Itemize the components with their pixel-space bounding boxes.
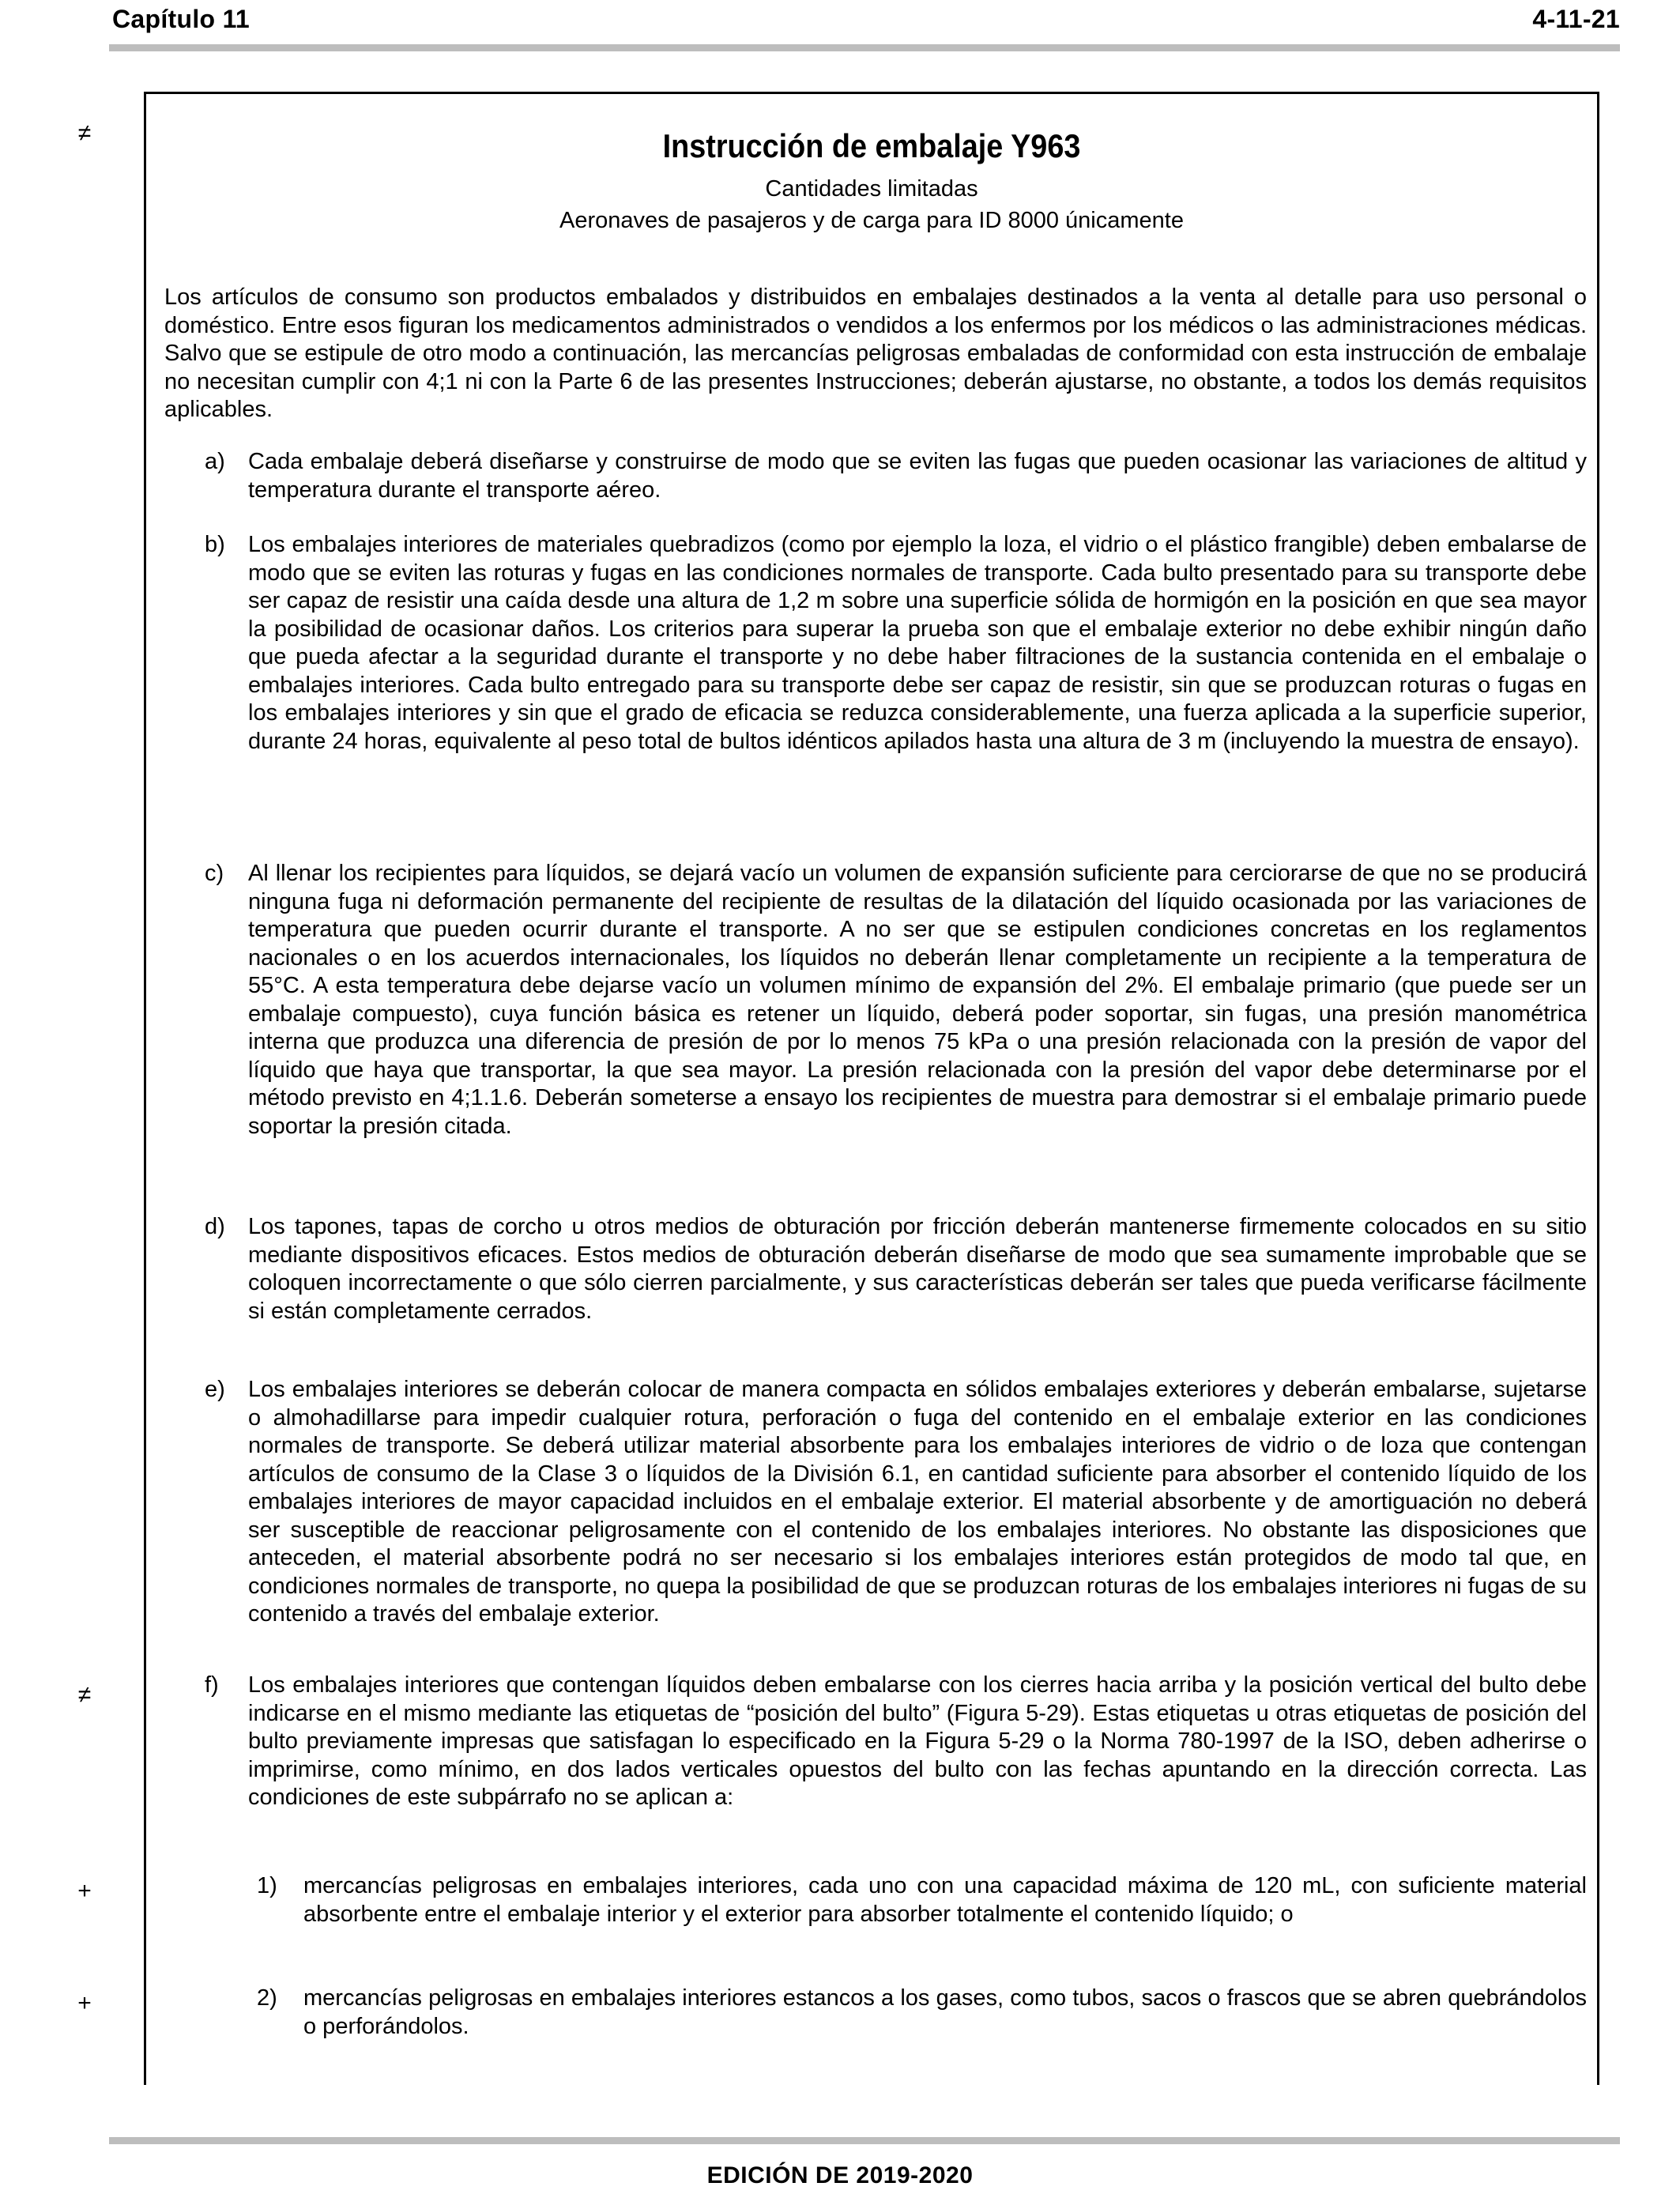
instruction-title: Instrucción de embalaje Y963	[662, 127, 1081, 164]
item-label: c)	[205, 861, 224, 886]
subitem-text: mercancías peligrosas en embalajes interiores, cada uno con una capacidad máxima de 120 mL, con suficiente material absorbente entre el embalaje interior y el exterior para absorber totalmente el contenido líquido; o	[303, 1873, 1587, 1927]
item-text: Los tapones, tapas de corcho u otros medios de obturación por fricción deberán mantenerse firmemente colocados en su sitio mediante dispositivos eficaces. Estos medios de obturación deberán diseñarse de modo que sea sumamente improbable que se coloquen incorrectamente o que sólo cierren parcialmente, y sus características deberán ser tales que pueda verificarse fácilmente si están completamente cerrados.	[248, 1214, 1587, 1324]
sub-list-item	[257, 1985, 1587, 2041]
item-text: Cada embalaje deberá diseñarse y construirse de modo que se eviten las fugas que pueden ocasionar las variaciones de altitud y temperatura durante el transporte aéreo.	[248, 449, 1587, 503]
item-text: Al llenar los recipientes para líquidos, se dejará vacío un volumen de expansión suficiente para cerciorarse de que no se producirá ninguna fuga ni deformación permanente del recipiente de resultas de la dilatación del líquido ocasionada por las variaciones de temperatura que pueden ocurrir durante el transporte. A no ser que se estipulen condiciones concretas en los reglamentos nacionales o en los acuerdos internacionales, los líquidos no deberán llenar completamente un recipiente a la temperatura de 55°C. A esta temperatura debe dejarse vacío un volumen mínimo de expansión del 2%. El embalaje primario (que puede ser un embalaje compuesto), cuya función básica es retener un líquido, deberá poder soportar, sin fugas, una presión manométrica interna que produzca una diferencia de presión de por lo menos 75 kPa o una presión relacionada con la presión de vapor del líquido que haya que transportar, la que sea mayor. La presión relacionada con la presión del vapor debe determinarse por el método previsto en 4;1.1.6. Deberán someterse a ensayo los recipientes de muestra para demostrar si el embalaje primario puede soportar la presión citada.	[248, 861, 1587, 1139]
list-item	[205, 1672, 1587, 1812]
item-label: e)	[205, 1377, 225, 1402]
page-reference: 4-11-21	[1532, 5, 1620, 33]
instruction-subtitle: Cantidades limitadas	[765, 176, 978, 202]
item-label: b)	[205, 532, 225, 557]
addition-mark: +	[77, 1990, 92, 2016]
intro-paragraph: Los artículos de consumo son productos embalados y distribuidos en embalajes destinados a la venta al detalle para uso personal o doméstico. Entre esos figuran los medicamentos administrados o vendidos a los enfermos por los médicos o las administraciones médicas. Salvo que se estipule de otro modo a continuación, las mercancías peligrosas embaladas de conformidad con esta instrucción de embalaje no necesitan cumplir con 4;1 ni con la Parte 6 de las presentes Instrucciones; deberán ajustarse, no obstante, a todos los demás requisitos aplicables.	[164, 285, 1587, 422]
header-rule	[109, 44, 1620, 51]
edition-footer: EDICIÓN DE 2019-2020	[706, 2162, 974, 2188]
item-text: Los embalajes interiores de materiales quebradizos (como por ejemplo la loza, el vidrio o el plástico frangible) deben embalarse de modo que se eviten las roturas y fugas en las condiciones normales de transporte. Cada bulto presentado para su transporte debe ser capaz de resistir una caída desde una altura de 1,2 m sobre una superficie sólida de hormigón en la posición en que sea mayor la posibilidad de ocasionar daños. Los criterios para superar la prueba son que el embalaje exterior no debe exhibir ningún daño que pueda afectar a la seguridad durante el transporte y no debe haber filtraciones de la sustancia contenida en el embalaje o embalajes interiores. Cada bulto entregado para su transporte debe ser capaz de resistir, sin que se produzcan roturas o fugas en los embalajes interiores y sin que el grado de eficacia se reduzca considerablemente, una fuerza aplicada a la superficie superior, durante 24 horas, equivalente al peso total de bultos idénticos apilados hasta una altura de 3 m (incluyendo la muestra de ensayo).	[248, 532, 1587, 754]
subitem-label: 2)	[257, 1985, 277, 2011]
list-item	[205, 1376, 1587, 1629]
list-item	[205, 1213, 1587, 1325]
item-text: Los embalajes interiores que contengan líquidos deben embalarse con los cierres hacia arriba y la posición vertical del bulto debe indicarse en el mismo mediante las etiquetas de “posición del bulto” (Figura 5-29). Estas etiquetas u otras etiquetas de posición del bulto previamente impresas que satisfagan lo especificado en la Figura 5-29 o la Norma 780-1997 de la ISO, deben adherirse o imprimirse, como mínimo, en dos lados verticales opuestos del bulto con las fechas apuntando en la dirección correcta. Las condiciones de este subpárrafo no se aplican a:	[248, 1672, 1587, 1810]
item-text: Los embalajes interiores se deberán colocar de manera compacta en sólidos embalajes exteriores y deberán embalarse, sujetarse o almohadillarse para impedir cualquier rotura, perforación o fuga del contenido en el embalaje exterior en las condiciones normales de transporte. Se deberá utilizar material absorbente para los embalajes interiores de vidrio o de loza que contengan artículos de consumo de la Clase 3 o líquidos de la División 6.1, en cantidad suficiente para absorber el contenido líquido de los embalajes interiores de mayor capacidad incluidos en el embalaje exterior. El material absorbente y de amortiguación no deberá ser susceptible de reaccionar peligrosamente con el contenido de los embalajes interiores. No obstante las disposiciones que anteceden, el material absorbente podrá no ser necesario si los embalajes interiores están protegidos de modo tal que, en condiciones normales de transporte, no quepa la posibilidad de que se produzcan roturas de los embalajes interiores ni fugas de su contenido a través del embalaje exterior.	[248, 1377, 1587, 1627]
subitem-label: 1)	[257, 1873, 277, 1898]
sub-list-item	[257, 1872, 1587, 1928]
list-item	[205, 860, 1587, 1140]
item-label: d)	[205, 1214, 225, 1239]
item-label: a)	[205, 449, 225, 474]
item-label: f)	[205, 1672, 219, 1698]
change-mark: ≠	[77, 120, 92, 146]
chapter-heading: Capítulo 11	[112, 5, 250, 33]
instruction-scope: Aeronaves de pasajeros y de carga para ID 8000 únicamente	[559, 208, 1184, 233]
instruction-box	[144, 92, 1599, 2085]
footer-rule	[109, 2137, 1620, 2144]
change-mark: ≠	[77, 1682, 92, 1708]
addition-mark: +	[77, 1878, 92, 1904]
list-item	[205, 531, 1587, 756]
subitem-text: mercancías peligrosas en embalajes interiores estancos a los gases, como tubos, sacos o frascos que se abren quebrándolos o perforándolos.	[303, 1985, 1587, 2039]
list-item	[205, 448, 1587, 504]
